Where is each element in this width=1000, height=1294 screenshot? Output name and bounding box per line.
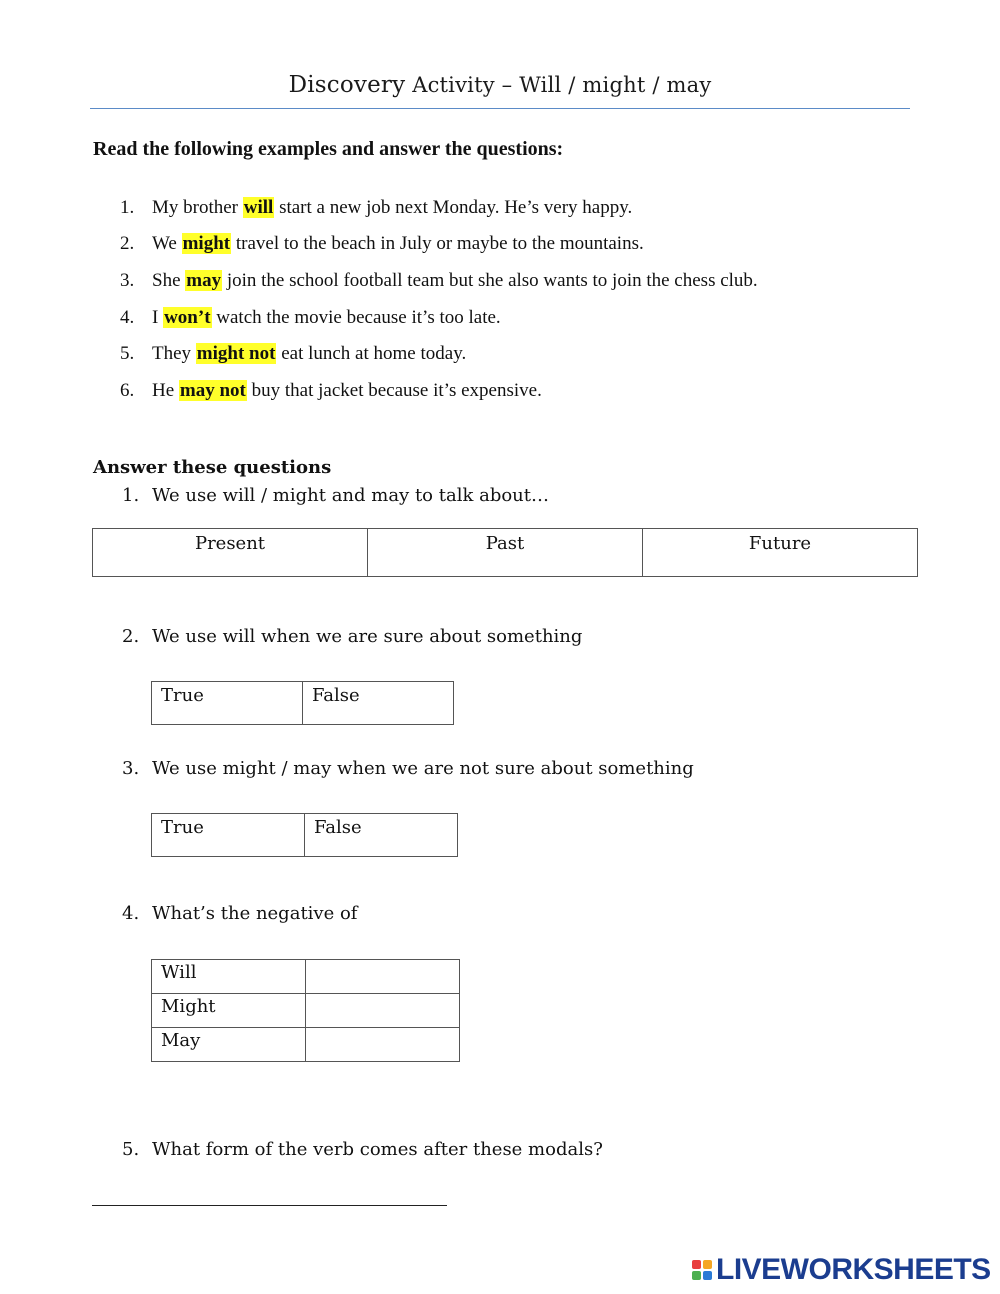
option-present[interactable]: Present <box>93 529 368 577</box>
question-1: 1. We use will / might and may to talk about… <box>122 485 550 506</box>
option-past[interactable]: Past <box>368 529 643 577</box>
liveworksheets-logo <box>692 1253 991 1287</box>
page-title <box>90 72 910 98</box>
true-false-table-q3 <box>151 813 458 857</box>
negative-answer-will[interactable] <box>306 960 460 994</box>
modal-highlight: might not <box>196 343 276 364</box>
modal-highlight: won’t <box>164 307 211 328</box>
question-5: 5. What form of the verb comes after these modals? <box>122 1139 603 1160</box>
section1-heading: Read the following examples and answer the questions: <box>93 138 564 160</box>
example-item: 5. They might not eat lunch at home today. <box>120 343 467 364</box>
modal-highlight: may not <box>179 380 246 401</box>
option-false[interactable]: False <box>303 682 454 725</box>
logo-blocks-icon <box>692 1260 712 1280</box>
negatives-table <box>151 959 460 1062</box>
question-4: 4. What’s the negative of <box>122 903 358 924</box>
title-rest: Activity – Will / might / may <box>412 73 712 97</box>
negative-answer-might[interactable] <box>306 994 460 1028</box>
modal-highlight: may <box>186 270 222 291</box>
question-2: 2. We use will when we are sure about something <box>122 626 583 647</box>
option-true[interactable]: True <box>152 814 305 857</box>
negative-label-may: May <box>152 1028 306 1062</box>
example-item: 6. He may not buy that jacket because it’s expensive. <box>120 380 542 401</box>
example-item: 4. I won’t watch the movie because it’s too late. <box>120 307 501 328</box>
answer-line[interactable] <box>92 1205 447 1206</box>
question-3: 3. We use might / may when we are not sure about something <box>122 758 694 779</box>
title-divider <box>90 108 910 109</box>
true-false-table-q2 <box>151 681 454 725</box>
time-options-table <box>92 528 918 577</box>
option-false[interactable]: False <box>305 814 458 857</box>
logo-text: LIVEWORKSHEETS <box>716 1253 991 1286</box>
option-true[interactable]: True <box>152 682 303 725</box>
option-future[interactable]: Future <box>643 529 918 577</box>
negative-label-might: Might <box>152 994 306 1028</box>
title-main: Discovery <box>288 72 406 98</box>
example-item: 2. We might travel to the beach in July or maybe to the mountains. <box>120 233 644 254</box>
modal-highlight: might <box>182 233 231 254</box>
section2-heading: Answer these questions <box>93 457 332 478</box>
negative-label-will: Will <box>152 960 306 994</box>
modal-highlight: will <box>243 197 274 218</box>
example-item: 3. She may join the school football team but she also wants to join the chess club. <box>120 270 758 291</box>
negative-answer-may[interactable] <box>306 1028 460 1062</box>
example-item: 1. My brother will start a new job next Monday. He’s very happy. <box>120 197 633 218</box>
